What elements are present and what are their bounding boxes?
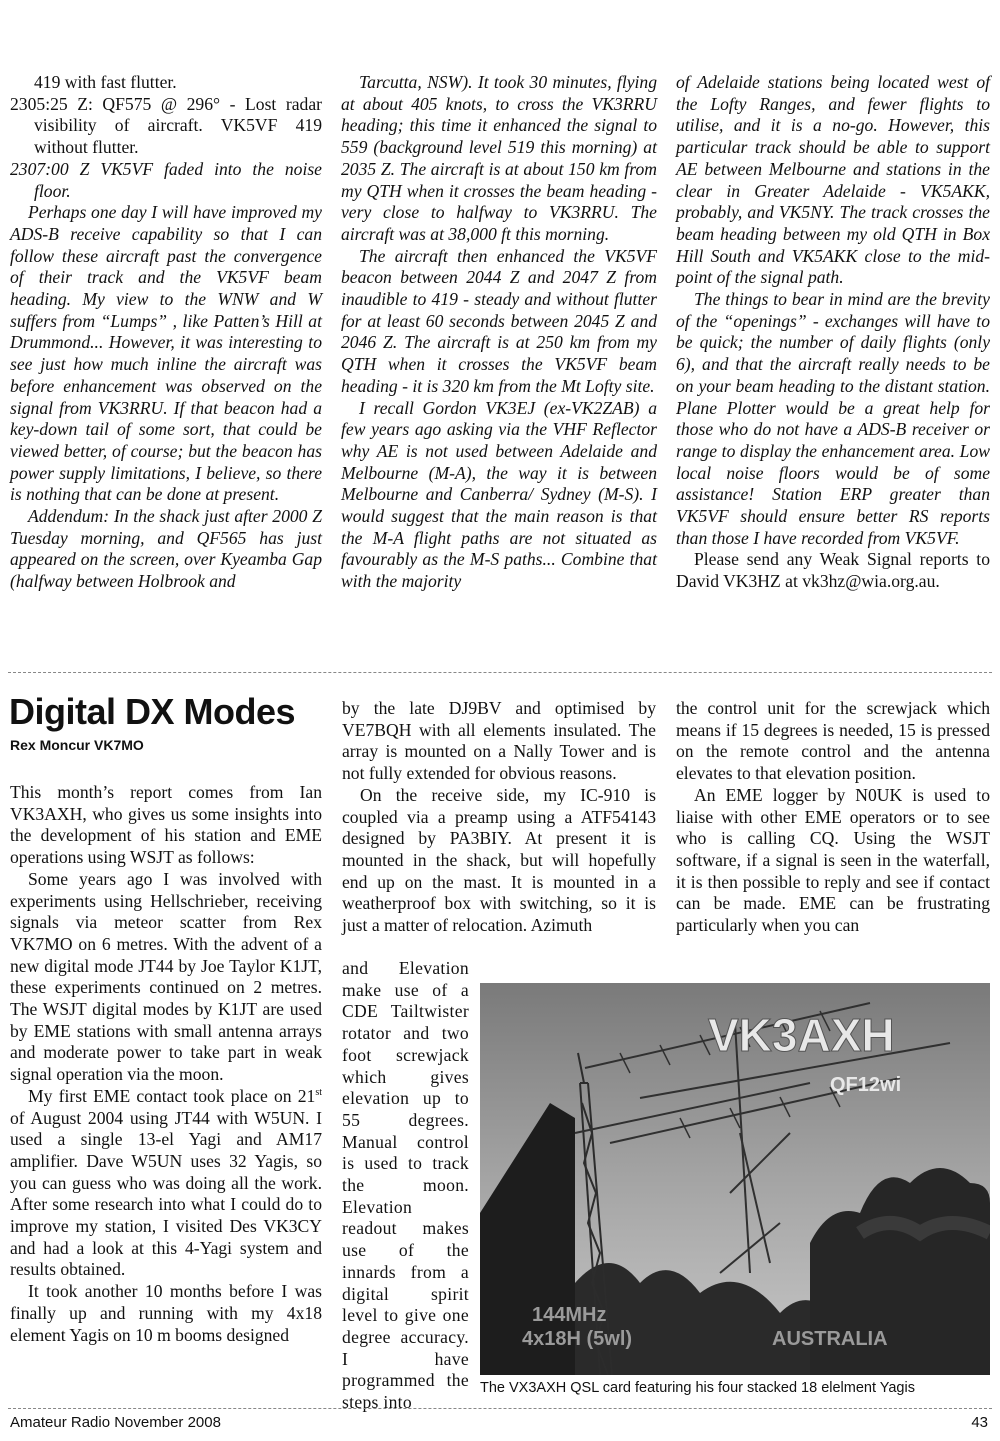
article-title: Digital DX Modes — [9, 691, 296, 732]
photo-caption: The VX3AXH QSL card featuring his four stacked 18 elelment Yagis — [480, 1380, 915, 1396]
paragraph: My first EME contact took place on 21st of August 2004 using JT44 with W5UN. I used a single 13-el Yagi and AM17 amplifier. Dave W5UN uses 32 Yagis, so you can guess who was doing all the work. After some research into what I could do to improve my station, I visited Des VK3CY and had a look at this 4-Yagi system and results obtained. — [10, 1085, 322, 1280]
paragraph: The aircraft then enhanced the VK5VF beacon between 2044 Z and 2047 Z from inaudible to 419 - steady and without flutter for at least 60 seconds between 2045 Z and 2046 Z. The aircraft is at 250 km from my QTH when it crosses the VK5VF beam heading - it is 320 km from the Mt Lofty site. — [341, 245, 657, 396]
paragraph: It took another 10 months before I was finally up and running with my 4x18 element Yagis on 10 m booms designed — [10, 1281, 322, 1345]
article-column-2-narrow — [342, 958, 469, 1414]
qsl-array: 4x18H (5wl) — [522, 1328, 633, 1350]
paragraph: the control unit for the screwjack which means if 15 degrees is needed, 15 is pressed on the remote control and the antenna elevates to that elevation position. — [676, 698, 990, 784]
qsl-card-photo — [480, 983, 990, 1375]
weak-signal-column-2 — [341, 72, 657, 593]
paragraph: I recall Gordon VK3EJ (ex-VK2ZAB) a few years ago asking via the VHF Reflector why AE is not used between Adelaide and Melbourne (M-A), the way it is between Melbourne and Canberra/ Sydney (M-S). I would suggest that the main reason is that the M-A flight paths are not situated as favourably as the M-S paths... Combine that with the majority — [341, 397, 657, 592]
paragraph: An EME logger by N0UK is used to liaise with other EME operators or to see who is calling CQ. Using the WSJT software, if a signal is seen in the waterfall, it is then possible to reply and see if contact can be made. EME can be frustrating particularly when you can — [676, 784, 990, 936]
paragraph: Some years ago I was involved with experiments using Hellschrieber, receiving signals via meteor scatter from Rex VK7MO on 6 metres. With the advent of a new digital mode JT44 by Joe Taylor K1JT, these experiments continued on 2 metres. The WSJT digital modes by K1JT are used by EME stations with small antenna arrays and moderate power to take part in weak signal operation via the moon. — [10, 868, 322, 1085]
weak-signal-column-3 — [676, 72, 990, 593]
article-byline: Rex Moncur VK7MO — [10, 737, 144, 753]
log-entry: 2307:00 Z VK5VF faded into the noise floor. — [10, 158, 322, 201]
paragraph: and Elevation make use of a CDE Tailtwister rotator and two foot screwjack which gives elevation up to 55 degrees. Manual control is used to track the moon. Elevation readout makes use of the innards from a digital spirit level to give one degree accuracy. I have programmed the steps into — [342, 958, 469, 1413]
footer-divider — [8, 1408, 992, 1409]
article-column-3 — [676, 698, 990, 937]
paragraph: On the receive side, my IC-910 is coupled via a preamp using a ATF54143 designed by PA3BIY. At present it is mounted in the shack, but will hopefully end up on the mast. It is mounted in a weatherproof box with switching, so it is just a matter of relocation. Azimuth — [342, 784, 656, 936]
log-entry: 2305:25 Z: QF575 @ 296° - Lost radar visibility of aircraft. VK5VF 419 without flutter. — [10, 93, 322, 158]
weak-signal-column-1 — [10, 72, 322, 593]
paragraph: Perhaps one day I will have improved my ADS-B receive capability so that I can follow these aircraft past the convergence of their track and the VK5VF beam heading. My view to the WNW and W suffers from “Lumps” , like Patten’s Hill at Drummond... However, it was interesting to see just how much inline the aircraft was before enhancement was observed on the signal from VK3RRU. If that beacon had a key-down tail of some sort, that could be viewed better, of course; but the beacon has power supply limitations, I believe, so there is nothing that can be done at present. — [10, 202, 322, 505]
paragraph: The things to bear in mind are the brevity of the “openings” - exchanges will have to be quick; the number of daily flights (only 6), and that the aircraft really needs to be on your beam heading to the distant station. Plane Plotter would be a great help for those who do not have a ADS-B receiver or range to display the enhancement area. Low local noise floors would be of some assistance! Station ERP greater than VK5VF should ensure better RS reports than those I have recorded from VK5VF. — [676, 289, 990, 548]
qsl-band: 144MHz — [532, 1304, 607, 1326]
footer-publication: Amateur Radio November 2008 — [10, 1414, 221, 1431]
log-entry: 419 with fast flutter. — [34, 72, 177, 92]
qsl-locator: QF12wi — [830, 1074, 902, 1096]
paragraph: Tarcutta, NSW). It took 30 minutes, flying at about 405 knots, to cross the VK3RRU heading; this time it enhanced the signal to 559 (background level 519 this morning) at 2035 Z. The aircraft is at about 150 km from my QTH when it crosses the beam heading - very close to halfway to VK3RRU. The aircraft was at 38,000 ft this morning. — [341, 72, 657, 244]
paragraph: of Adelaide stations being located west of the Lofty Ranges, and fewer flights to utilise, and it is a no-go. However, this particular track should be able to support AE between Melbourne and stations in the clear in Greater Adelaide - VK5AKK, probably, and VK5NY. The track crosses the beam heading between my old QTH in Box Hill South and VK5AKK close to the mid-point of the signal path. — [676, 72, 990, 288]
qsl-country: AUSTRALIA — [772, 1328, 888, 1350]
article-column-1 — [10, 782, 322, 1346]
paragraph: Addendum: In the shack just after 2000 Z Tuesday morning, and QF565 has just appeared on the screen, over Kyeamba Gap (halfway between Holbrook and — [10, 506, 322, 592]
section-divider — [8, 672, 992, 673]
article-column-2 — [342, 698, 656, 937]
qsl-callsign: VK3AXH — [708, 1009, 895, 1061]
contact-paragraph: Please send any Weak Signal reports to David VK3HZ at vk3hz@wia.org.au. — [676, 549, 990, 592]
paragraph: This month’s report comes from Ian VK3AXH, who gives us some insights into the development of his station and EME operations using WSJT as follows: — [10, 782, 322, 868]
paragraph: by the late DJ9BV and optimised by VE7BQH with all elements insulated. The array is mounted on a Nally Tower and is not fully extended for obvious reasons. — [342, 698, 656, 784]
footer-page-number: 43 — [971, 1414, 988, 1431]
